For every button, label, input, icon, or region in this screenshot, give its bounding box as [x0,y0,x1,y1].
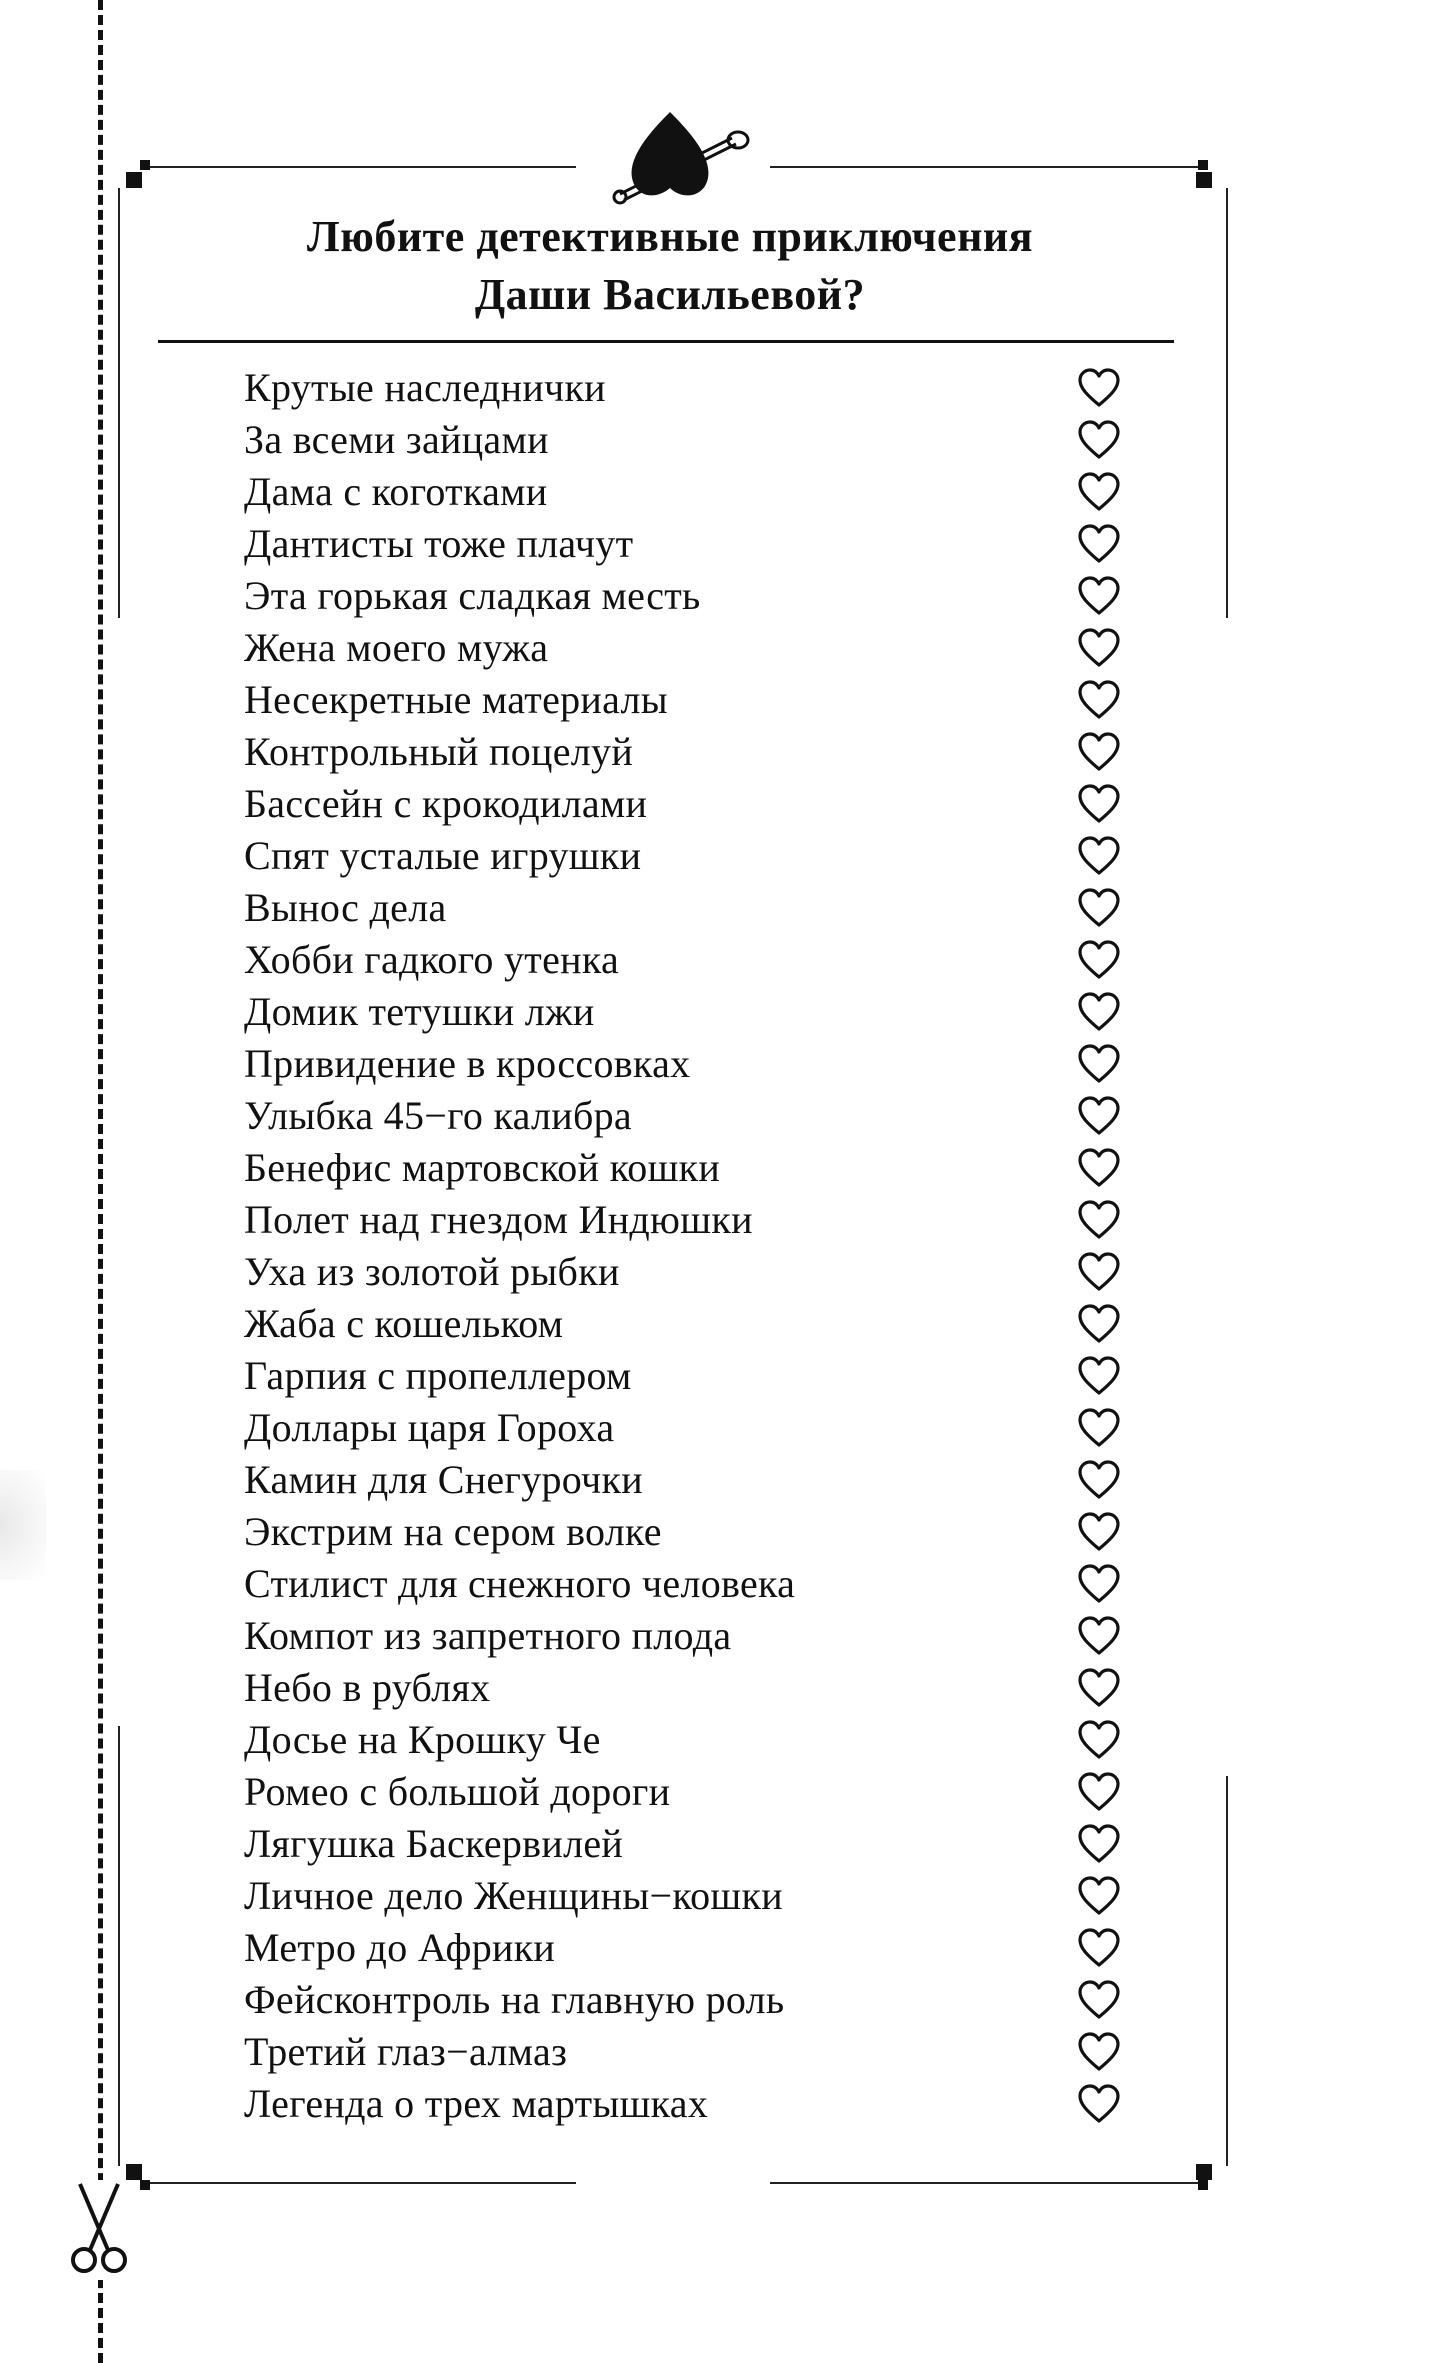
list-item [244,1298,1144,1350]
title-line-1: Любите детективные приключения [306,212,1034,261]
book-title: Вынос дела [244,885,447,930]
list-item [244,1506,1144,1558]
heart-outline-icon[interactable] [1077,627,1121,669]
heart-outline-icon[interactable] [1077,1147,1121,1189]
list-item [244,726,1144,778]
heart-outline-icon[interactable] [1077,2083,1121,2125]
heart-outline-icon[interactable] [1077,2031,1121,2073]
heart-outline-icon[interactable] [1077,1095,1121,1137]
page-shadow [0,1470,46,1580]
book-title: Компот из запретного плода [244,1613,732,1658]
book-title: Спят усталые игрушки [244,833,642,878]
page-title [150,208,1190,324]
book-title: Полет над гнездом Индюшки [244,1197,753,1242]
book-title: Лягушка Баскервилей [244,1821,624,1866]
list-item [244,622,1144,674]
heart-outline-icon[interactable] [1077,1719,1121,1761]
book-title: Ромео с большой дороги [244,1769,671,1814]
heart-outline-icon[interactable] [1077,1459,1121,1501]
book-title: Экстрим на сером волке [244,1509,662,1554]
heart-outline-icon[interactable] [1077,835,1121,877]
list-item [244,1922,1144,1974]
list-item [244,518,1144,570]
heart-outline-icon[interactable] [1077,1355,1121,1397]
book-title: Стилист для снежного человека [244,1561,796,1606]
title-line-2: Даши Васильевой? [474,270,866,319]
book-title: Небо в рублях [244,1665,491,1710]
book-title: Третий глаз−алмаз [244,2029,568,2074]
list-item [244,1974,1144,2026]
list-item [244,1350,1144,1402]
heart-outline-icon[interactable] [1077,1927,1121,1969]
list-item [244,1714,1144,1766]
list-item [244,778,1144,830]
book-title: Контрольный поцелуй [244,729,634,774]
book-title: Эта горькая сладкая месть [244,573,701,618]
heart-outline-icon[interactable] [1077,523,1121,565]
book-title: Крутые наследнички [244,365,606,410]
heart-outline-icon[interactable] [1077,419,1121,461]
book-title: Жена моего мужа [244,625,549,670]
book-title: За всеми зайцами [244,417,549,462]
book-title: Гарпия с пропеллером [244,1353,632,1398]
book-title: Личное дело Женщины−кошки [244,1873,783,1918]
book-list [244,362,1144,2130]
book-title: Жаба с кошельком [244,1301,564,1346]
heart-outline-icon[interactable] [1077,679,1121,721]
heart-outline-icon[interactable] [1077,731,1121,773]
heart-outline-icon[interactable] [1077,367,1121,409]
list-item [244,1558,1144,1610]
list-item [244,414,1144,466]
heart-outline-icon[interactable] [1077,783,1121,825]
list-item [244,1454,1144,1506]
heart-outline-icon[interactable] [1077,1823,1121,1865]
book-title: Хобби гадкого утенка [244,937,620,982]
heart-outline-icon[interactable] [1077,1667,1121,1709]
list-item [244,674,1144,726]
heart-outline-icon[interactable] [1077,887,1121,929]
book-title: Метро до Африки [244,1925,556,1970]
list-item [244,1038,1144,1090]
heart-outline-icon[interactable] [1077,1979,1121,2021]
book-title: Фейсконтроль на главную роль [244,1977,785,2022]
heart-outline-icon[interactable] [1077,1615,1121,1657]
heart-outline-icon[interactable] [1077,1771,1121,1813]
list-item [244,1870,1144,1922]
list-item [244,934,1144,986]
book-title: Дантисты тоже плачут [244,521,634,566]
list-item [244,1246,1144,1298]
heart-with-safety-pin-icon [612,100,752,210]
divider [158,340,1174,343]
heart-outline-icon[interactable] [1077,575,1121,617]
list-item [244,986,1144,1038]
book-title: Бенефис мартовской кошки [244,1145,721,1190]
book-title: Легенда о трех мартышках [244,2081,709,2126]
heart-outline-icon[interactable] [1077,471,1121,513]
list-item [244,1090,1144,1142]
list-item [244,2026,1144,2078]
heart-outline-icon[interactable] [1077,1511,1121,1553]
list-item [244,362,1144,414]
list-item [244,1610,1144,1662]
cut-line [98,0,103,2363]
heart-outline-icon[interactable] [1077,1199,1121,1241]
book-title: Камин для Снегурочки [244,1457,643,1502]
list-item [244,1662,1144,1714]
book-title: Улыбка 45−го калибра [244,1093,632,1138]
list-item [244,882,1144,934]
list-item [244,1818,1144,1870]
book-title: Несекретные материалы [244,677,668,722]
heart-outline-icon[interactable] [1077,1563,1121,1605]
list-item [244,1194,1144,1246]
list-item [244,1142,1144,1194]
book-title: Доллары царя Гороха [244,1405,615,1450]
heart-outline-icon[interactable] [1077,1875,1121,1917]
book-title: Домик тетушки лжи [244,989,595,1034]
book-title: Дама с коготками [244,469,548,514]
scissors-icon [64,2180,134,2280]
list-item [244,570,1144,622]
heart-outline-icon[interactable] [1077,1407,1121,1449]
book-title: Досье на Крошку Че [244,1717,601,1762]
list-item [244,1766,1144,1818]
list-item [244,466,1144,518]
list-item [244,830,1144,882]
list-item [244,2078,1144,2130]
heart-outline-icon[interactable] [1077,1043,1121,1085]
heart-outline-icon[interactable] [1077,1251,1121,1293]
book-title: Уха из золотой рыбки [244,1249,620,1294]
heart-outline-icon[interactable] [1077,991,1121,1033]
book-title: Бассейн с крокодилами [244,781,648,826]
list-item [244,1402,1144,1454]
heart-outline-icon[interactable] [1077,939,1121,981]
book-title: Привидение в кроссовках [244,1041,691,1086]
heart-outline-icon[interactable] [1077,1303,1121,1345]
